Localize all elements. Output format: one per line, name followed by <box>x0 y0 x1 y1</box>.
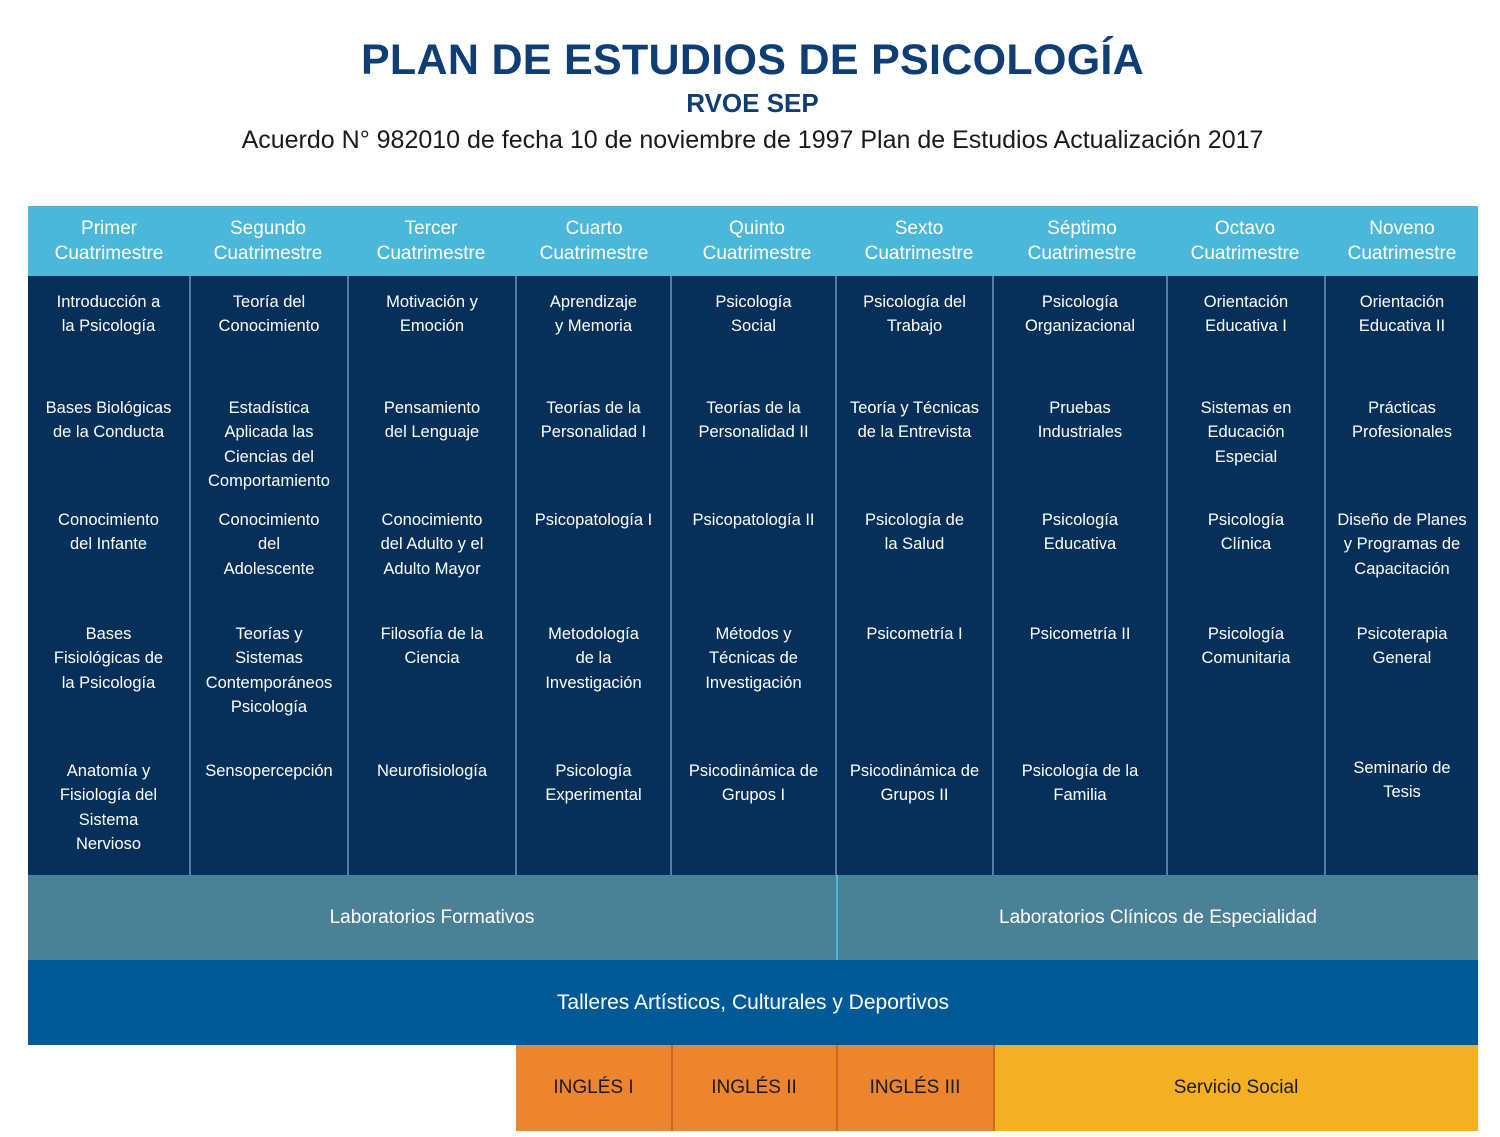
subject-cell: Diseño de Planes y Programas de Capacitación <box>1337 511 1467 578</box>
term-header: Quinto Cuatrimestre <box>702 218 812 264</box>
labs-row <box>28 875 1478 960</box>
subject-cell: Conocimiento del Infante <box>58 511 159 554</box>
subject-cell: Psicodinámica de Grupos I <box>688 762 819 805</box>
subject-cell: Psicología Clínica <box>1207 511 1285 554</box>
page-subtitle: RVOE SEP <box>686 88 819 118</box>
subject-cell: Psicometría I <box>866 625 963 643</box>
subject-cell: Psicología de la Familia <box>1021 762 1139 805</box>
subject-cell: Orientación Educativa I <box>1203 293 1289 336</box>
subject-cell: Teorías y Sistemas Contemporáneos Psicología <box>205 625 333 716</box>
subject-cell: Teorías de la Personalidad I <box>540 399 647 442</box>
subject-cell: Teoría y Técnicas de la Entrevista <box>849 399 979 442</box>
term-header: Séptimo Cuatrimestre <box>1027 218 1137 264</box>
subject-cell: Teorías de la Personalidad II <box>698 399 809 442</box>
subject-cell: Pensamiento del Lenguaje <box>383 399 481 442</box>
subject-cell: Estadística Aplicada las Ciencias del Comportamiento <box>208 399 330 490</box>
subject-cell: Prácticas Profesionales <box>1352 399 1452 442</box>
subject-cell: Sistemas en Educación Especial <box>1200 399 1292 466</box>
subject-cell: Metodología de la Investigación <box>545 625 642 692</box>
subject-cell: Psicología Comunitaria <box>1201 625 1291 668</box>
term-header: Primer Cuatrimestre <box>54 218 164 264</box>
subject-cell: Motivación y Emoción <box>386 293 478 336</box>
ingles-separator <box>671 1045 673 1131</box>
labs-formativos: Laboratorios Formativos <box>329 906 535 928</box>
subject-cell: Psicología Educativa <box>1041 511 1119 554</box>
ingles-1-cell: INGLÉS I <box>516 1045 671 1131</box>
term-header: Tercer Cuatrimestre <box>376 218 486 264</box>
term-header-row <box>28 206 1478 276</box>
subject-cell: Seminario de Tesis <box>1353 759 1451 802</box>
ingles-separator <box>836 1045 838 1131</box>
subject-cell: Psicología de la Salud <box>864 511 965 554</box>
subject-cell: Psicoterapia General <box>1356 625 1448 668</box>
ingles-3-cell: INGLÉS III <box>837 1045 993 1131</box>
subject-cell: Psicometría II <box>1029 625 1131 643</box>
labs-clinicos: Laboratorios Clínicos de Especialidad <box>999 906 1317 928</box>
subject-cell: Psicopatología II <box>692 511 815 529</box>
term-header: Octavo Cuatrimestre <box>1190 218 1300 264</box>
subject-cell: Pruebas Industriales <box>1037 399 1123 442</box>
subject-cell: Conocimiento del Adulto y el Adulto Mayor <box>380 511 484 578</box>
subject-cell: Teoría del Conocimiento <box>218 293 320 336</box>
term-header: Sexto Cuatrimestre <box>864 218 974 264</box>
subject-cell: Psicología Social <box>715 293 792 336</box>
subject-cell: Anatomía y Fisiología del Sistema Nervioso <box>59 762 158 853</box>
subject-cell: Psicopatología I <box>534 511 653 529</box>
term-header: Cuarto Cuatrimestre <box>539 218 649 264</box>
term-header: Segundo Cuatrimestre <box>213 218 323 264</box>
subject-cell: Psicodinámica de Grupos II <box>849 762 980 805</box>
ingles-separator <box>993 1045 995 1131</box>
servicio-social-cell: Servicio Social <box>994 1045 1478 1131</box>
subject-cell: Neurofisiología <box>376 762 488 780</box>
subject-cell: Orientación Educativa II <box>1358 293 1446 336</box>
subject-cell: Aprendizaje y Memoria <box>549 293 638 336</box>
page-title: PLAN DE ESTUDIOS DE PSICOLOGÍA <box>360 36 1145 84</box>
subject-cell: Introducción a la Psicología <box>56 293 161 336</box>
subject-cell: Sensopercepción <box>205 762 333 780</box>
subject-cell: Psicología del Trabajo <box>863 293 966 336</box>
subject-cell: Psicología Experimental <box>545 762 642 805</box>
subject-cell: Psicología Organizacional <box>1024 293 1136 336</box>
subject-cell: Bases Biológicas de la Conducta <box>45 399 172 442</box>
column-divider <box>1166 276 1168 875</box>
subject-cell: Conocimiento del Adolescente <box>218 511 320 578</box>
subject-cell: Bases Fisiológicas de la Psicología <box>53 625 164 692</box>
agreement-text: Acuerdo N° 982010 de fecha 10 de noviembre de 1997 Plan de Estudios Actualización 2017 <box>241 126 1264 154</box>
subject-cell: Métodos y Técnicas de Investigación <box>705 625 802 692</box>
ingles-2-cell: INGLÉS II <box>672 1045 836 1131</box>
subjects-grid <box>28 276 1478 875</box>
talleres-row: Talleres Artísticos, Culturales y Deportivos <box>28 960 1478 1045</box>
subject-cell: Filosofía de la Ciencia <box>380 625 484 668</box>
term-header: Noveno Cuatrimestre <box>1347 218 1457 264</box>
